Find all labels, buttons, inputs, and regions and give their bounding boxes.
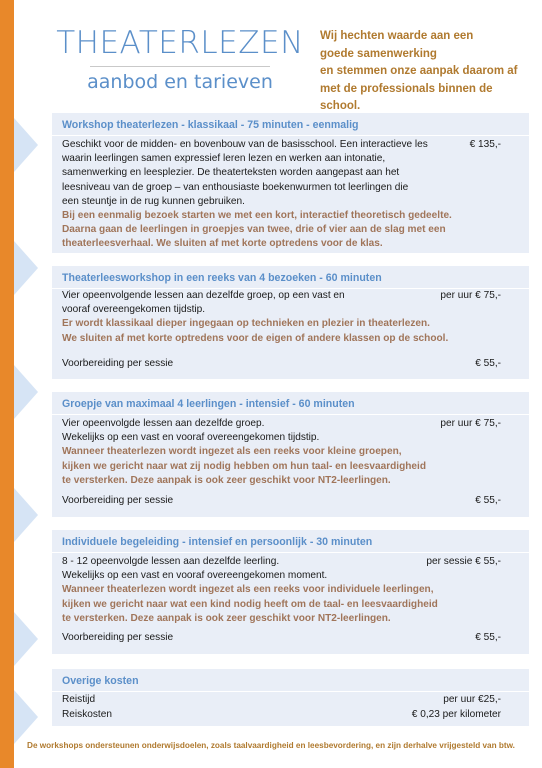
section-heading: Workshop theaterlezen - klassikaal - 75 minuten - eenmalig [62, 119, 359, 131]
section-heading: Individuele begeleiding - intensief en persoonlijk - 30 minuten [62, 536, 373, 548]
text-line: Vier opeenvolgde lessen aan dezelfde groep. [62, 418, 265, 429]
section-text [62, 555, 438, 626]
highlight-line: Wanneer theaterlezen wordt ingezet als een reeks voor kleine groepen, [62, 446, 402, 458]
text-line: Wekelijks op een vast en vooraf overeengekomen tijdstip. [62, 432, 320, 444]
intro-line: Wij hechten waarde aan een [320, 30, 474, 42]
section-text [62, 289, 448, 346]
orange-side-bar [0, 0, 14, 768]
section-price: per uur € 75,- [440, 290, 501, 301]
chevron-arrow-icon [14, 241, 38, 295]
text-line: waarin leerlingen samen expressief leren lezen en werken aan intonatie, [62, 153, 386, 165]
section-price: per uur € 75,- [440, 418, 501, 429]
section-groepje-max-4 [52, 392, 529, 517]
section-workshop-klassikaal [52, 113, 529, 253]
intro-text [320, 28, 535, 116]
intro-line: goede samenwerking [320, 47, 437, 60]
footer-note: De workshops ondersteunen onderwijsdoelen, zoals taalvaardigheid en leesbevordering, en zijn derhalve vrijgesteld van btw. [27, 741, 515, 750]
prep-price: € 55,- [475, 495, 501, 506]
section-divider [52, 552, 529, 553]
prep-label: Voorbereiding per sessie [62, 495, 174, 506]
text-line: Vier opeenvolgende lessen aan dezelfde groep, op een vast en [62, 290, 345, 301]
chevron-arrow-icon [14, 612, 38, 666]
section-text [62, 138, 452, 252]
highlight-line: theaterleesverhaal. We sluiten af met korte optredens voor de klas. [62, 238, 383, 250]
text-line: 8 - 12 opeenvolgde lessen aan dezelfde leerling. [62, 556, 280, 567]
prep-price: € 55,- [475, 632, 501, 643]
page-subtitle: aanbod en tarieven [87, 71, 273, 93]
chevron-arrow-icon [14, 488, 38, 542]
section-divider [52, 135, 529, 136]
title-divider [90, 66, 270, 67]
text-line: Geschikt voor de midden- en bovenbouw van de basisschool. Een interactieve les [62, 139, 428, 150]
section-reeks-4-bezoeken [52, 266, 529, 379]
section-individuele-begeleiding [52, 530, 529, 654]
prep-label: Voorbereiding per sessie [62, 632, 174, 643]
text-line: samenwerking en leesplezier. De theaterteksten worden aangepast aan het [62, 167, 400, 179]
highlight-line: Wanneer theaterlezen wordt ingezet als een reeks voor individuele leerlingen, [62, 584, 434, 596]
chevron-arrow-icon [14, 690, 38, 744]
highlight-line: We sluiten af met korte optredens voor de eigen of andere klassen op de school. [62, 332, 449, 344]
section-divider [52, 414, 529, 415]
section-overige-kosten [52, 669, 529, 726]
page-title: THEATERLEZEN [56, 25, 304, 61]
section-heading: Overige kosten [62, 675, 139, 687]
chevron-arrow-icon [14, 118, 38, 172]
highlight-line: Daarna gaan de leerlingen in groepjes van twee, drie of vier aan de slag met een [62, 224, 446, 236]
section-price: per sessie € 55,- [426, 556, 501, 567]
cost-price: € 0,23 per kilometer [411, 709, 501, 720]
intro-line: met de professionals binnen de school. [320, 82, 493, 112]
cost-price: per uur €25,- [443, 694, 501, 705]
section-divider [52, 691, 529, 692]
text-line: een steuntje in de rug kunnen gebruiken. [62, 195, 245, 207]
highlight-line: kijken we gericht naar wat een kind nodig heeft om de taal- en leesvaardigheid [62, 598, 438, 610]
text-line: vooraf overeengekomen tijdstip. [62, 304, 206, 316]
text-line: leesniveau van de groep – van enthousiaste boekenwurmen tot leerlingen die [62, 181, 409, 193]
highlight-line: te versterken. Deze aanpak is ook zeer geschikt voor NT2-leerlingen. [62, 474, 391, 486]
section-text [62, 417, 426, 488]
prep-label: Voorbereiding per sessie [62, 358, 174, 369]
highlight-line: te versterken. Deze aanpak is ook zeer geschikt voor NT2-leerlingen. [62, 612, 391, 624]
highlight-line: Er wordt klassikaal dieper ingegaan op technieken en plezier in theaterlezen. [62, 318, 430, 330]
intro-line: en stemmen onze aanpak daarom af [320, 65, 518, 77]
cost-label: Reiskosten [62, 709, 112, 720]
section-heading: Theaterleesworkshop in een reeks van 4 bezoeken - 60 minuten [62, 272, 382, 284]
highlight-line: Bij een eenmalig bezoek starten we met een kort, interactief theoretisch gedeelte. [62, 210, 452, 222]
prep-price: € 55,- [475, 358, 501, 369]
cost-label: Reistijd [62, 694, 96, 705]
text-line: Wekelijks op een vast en vooraf overeengekomen moment. [62, 570, 328, 582]
highlight-line: kijken we gericht naar wat zij nodig hebben om hun taal- en leesvaardigheid [62, 460, 427, 472]
chevron-arrow-icon [14, 365, 38, 419]
section-heading: Groepje van maximaal 4 leerlingen - intensief - 60 minuten [62, 398, 355, 410]
section-price: € 135,- [469, 139, 501, 150]
